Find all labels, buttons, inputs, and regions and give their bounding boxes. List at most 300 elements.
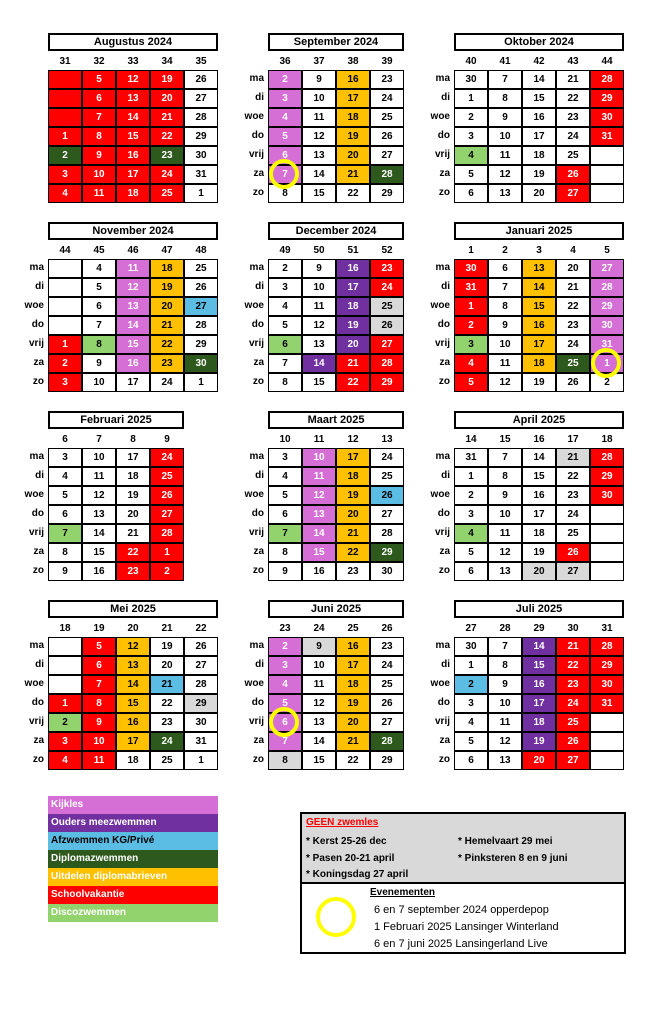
day-cell: 26	[556, 543, 590, 562]
week-number: 34	[161, 56, 173, 67]
month-title: Juni 2025	[268, 600, 404, 618]
day-cell: 1	[454, 89, 488, 108]
day-cell: 2	[454, 108, 488, 127]
day-cell: 15	[522, 297, 556, 316]
day-cell: 30	[454, 637, 488, 656]
day-cell: 23	[370, 259, 404, 278]
day-cell: 17	[522, 127, 556, 146]
day-cell: 28	[370, 524, 404, 543]
day-cell: 1	[184, 373, 218, 392]
week-number: 21	[161, 623, 173, 634]
day-label: vrij	[434, 716, 450, 727]
day-cell: 8	[268, 543, 302, 562]
week-number: 33	[127, 56, 139, 67]
day-label: ma	[249, 262, 264, 273]
day-cell: 8	[488, 656, 522, 675]
day-cell: 31	[454, 278, 488, 297]
day-cell: 19	[116, 486, 150, 505]
day-cell: 19	[150, 70, 184, 89]
week-number: 27	[465, 623, 477, 634]
day-cell: 27	[370, 146, 404, 165]
day-label: za	[253, 735, 264, 746]
day-cell: 31	[184, 165, 218, 184]
day-cell: 28	[370, 165, 404, 184]
day-label: za	[33, 357, 44, 368]
day-cell: 2	[48, 146, 82, 165]
day-cell: 16	[522, 486, 556, 505]
day-cell: 15	[522, 656, 556, 675]
day-cell: 28	[184, 108, 218, 127]
day-cell: 30	[590, 316, 624, 335]
day-cell: 23	[370, 70, 404, 89]
week-number: 44	[601, 56, 613, 67]
day-cell: 25	[370, 467, 404, 486]
day-cell: 22	[556, 467, 590, 486]
day-cell: 20	[522, 751, 556, 770]
day-cell: 3	[268, 656, 302, 675]
day-cell: 17	[336, 448, 370, 467]
week-number: 40	[465, 56, 477, 67]
day-cell: 3	[268, 89, 302, 108]
day-cell: 25	[370, 297, 404, 316]
day-cell: 13	[522, 259, 556, 278]
legend-diplomazwemmen: Diplomazwemmen	[48, 850, 218, 868]
day-label: di	[255, 470, 264, 481]
day-cell: 10	[302, 656, 336, 675]
day-cell: 28	[184, 675, 218, 694]
day-cell: 14	[522, 278, 556, 297]
week-number: 1	[468, 245, 474, 256]
day-cell: 8	[82, 127, 116, 146]
evenement-item: 6 en 7 juni 2025 Lansingerland Live	[374, 938, 548, 950]
day-label: zo	[438, 565, 450, 576]
day-cell: 14	[116, 675, 150, 694]
day-label: woe	[430, 489, 450, 500]
day-label: do	[251, 319, 264, 330]
day-cell: 5	[268, 316, 302, 335]
day-label: zo	[252, 754, 264, 765]
day-cell: 16	[82, 562, 116, 581]
day-cell: 28	[590, 637, 624, 656]
day-cell: 2	[268, 70, 302, 89]
month-grid-border	[454, 70, 624, 203]
day-cell: 29	[184, 694, 218, 713]
day-label: zo	[438, 376, 450, 387]
day-cell: 15	[302, 373, 336, 392]
day-cell: 24	[556, 335, 590, 354]
day-cell: 22	[336, 184, 370, 203]
day-cell: 4	[48, 184, 82, 203]
day-cell: 10	[82, 448, 116, 467]
day-cell: 21	[556, 637, 590, 656]
day-cell: 13	[302, 713, 336, 732]
day-label: do	[251, 697, 264, 708]
day-cell: 2	[268, 637, 302, 656]
day-cell: 4	[82, 259, 116, 278]
week-number: 39	[381, 56, 393, 67]
day-cell: 10	[82, 165, 116, 184]
day-cell: 11	[488, 354, 522, 373]
day-cell: 26	[184, 278, 218, 297]
day-cell: 29	[370, 373, 404, 392]
day-cell: 1	[184, 751, 218, 770]
month-grid-border	[454, 259, 624, 392]
day-cell: 24	[150, 732, 184, 751]
day-cell: 26	[370, 694, 404, 713]
month-title: December 2024	[268, 222, 404, 240]
day-cell: 1	[48, 335, 82, 354]
day-cell: 24	[370, 448, 404, 467]
day-cell: 1	[454, 656, 488, 675]
day-cell: 11	[82, 184, 116, 203]
day-cell: 5	[268, 486, 302, 505]
week-number: 26	[381, 623, 393, 634]
day-cell: 11	[302, 675, 336, 694]
day-cell: 7	[268, 524, 302, 543]
day-cell: 23	[556, 486, 590, 505]
day-label: do	[437, 697, 450, 708]
day-cell: 27	[556, 184, 590, 203]
week-number: 18	[59, 623, 71, 634]
day-label: ma	[29, 640, 44, 651]
day-cell: 8	[488, 89, 522, 108]
day-cell: 1	[150, 543, 184, 562]
day-cell: 19	[336, 127, 370, 146]
day-cell: 22	[150, 127, 184, 146]
day-cell: 4	[48, 467, 82, 486]
day-cell: 18	[336, 467, 370, 486]
day-cell: 28	[150, 524, 184, 543]
day-cell: 17	[116, 448, 150, 467]
day-cell: 29	[370, 184, 404, 203]
day-label: do	[31, 508, 44, 519]
day-cell: 17	[522, 505, 556, 524]
month-title: April 2025	[454, 411, 624, 429]
day-cell: 13	[116, 297, 150, 316]
day-cell: 29	[184, 127, 218, 146]
geen-item: * Hemelvaart 29 mei	[458, 836, 553, 847]
day-cell: 21	[150, 316, 184, 335]
week-number: 42	[533, 56, 545, 67]
day-label: woe	[24, 300, 44, 311]
day-cell: 4	[454, 524, 488, 543]
day-label: za	[253, 168, 264, 179]
day-cell: 14	[522, 70, 556, 89]
day-label: vrij	[248, 338, 264, 349]
day-cell: 16	[336, 259, 370, 278]
day-label: woe	[244, 111, 264, 122]
day-cell: 12	[302, 316, 336, 335]
day-cell: 31	[590, 335, 624, 354]
day-cell: 31	[454, 448, 488, 467]
day-cell: 12	[82, 486, 116, 505]
day-cell: 9	[82, 354, 116, 373]
day-cell: 5	[454, 543, 488, 562]
day-cell: 15	[116, 694, 150, 713]
month-grid-border	[48, 448, 184, 581]
day-cell: 4	[268, 297, 302, 316]
day-cell: 5	[82, 278, 116, 297]
day-cell: 31	[590, 127, 624, 146]
day-cell: 22	[116, 543, 150, 562]
month-title: November 2024	[48, 222, 218, 240]
day-cell: 22	[556, 89, 590, 108]
day-cell: 2	[268, 259, 302, 278]
day-cell: 8	[268, 751, 302, 770]
week-number: 31	[601, 623, 613, 634]
day-cell: 22	[150, 335, 184, 354]
day-label: di	[441, 281, 450, 292]
evenement-item: 6 en 7 september 2024 opperdepop	[374, 904, 549, 916]
day-cell: 16	[302, 562, 336, 581]
week-number: 50	[313, 245, 325, 256]
week-number: 17	[567, 434, 579, 445]
month-grid-border	[268, 259, 404, 392]
week-number: 12	[347, 434, 359, 445]
day-cell: 9	[268, 562, 302, 581]
day-cell: 1	[48, 694, 82, 713]
day-cell: 25	[556, 146, 590, 165]
day-cell: 4	[268, 675, 302, 694]
day-label: vrij	[248, 149, 264, 160]
day-label: woe	[24, 489, 44, 500]
day-cell: 28	[370, 732, 404, 751]
day-cell: 21	[336, 524, 370, 543]
day-cell: 22	[336, 373, 370, 392]
day-cell: 14	[116, 316, 150, 335]
day-cell: 18	[150, 259, 184, 278]
day-cell: 30	[590, 675, 624, 694]
day-label: vrij	[248, 527, 264, 538]
day-cell: 21	[150, 108, 184, 127]
day-label: di	[255, 92, 264, 103]
day-label: do	[437, 130, 450, 141]
day-cell: 16	[522, 316, 556, 335]
month-title: Januari 2025	[454, 222, 624, 240]
day-cell: 24	[556, 505, 590, 524]
week-number: 25	[347, 623, 359, 634]
day-cell: 15	[82, 543, 116, 562]
geen-zwemles-box	[300, 812, 626, 884]
day-cell: 13	[302, 335, 336, 354]
day-label: ma	[435, 640, 450, 651]
day-cell: 30	[454, 259, 488, 278]
day-cell: 21	[336, 165, 370, 184]
month-title: Maart 2025	[268, 411, 404, 429]
day-label: woe	[244, 678, 264, 689]
day-cell: 28	[370, 354, 404, 373]
day-cell: 30	[590, 486, 624, 505]
week-number: 52	[381, 245, 393, 256]
day-cell: 1	[590, 354, 624, 373]
day-cell: 26	[150, 486, 184, 505]
week-number: 31	[59, 56, 71, 67]
day-cell: 23	[336, 562, 370, 581]
week-number: 49	[279, 245, 291, 256]
day-cell: 29	[590, 656, 624, 675]
day-cell: 25	[370, 675, 404, 694]
day-cell: 8	[82, 694, 116, 713]
day-cell: 25	[556, 713, 590, 732]
day-label: za	[439, 357, 450, 368]
day-cell: 28	[590, 70, 624, 89]
day-cell: 16	[116, 354, 150, 373]
day-label: vrij	[28, 338, 44, 349]
week-number: 9	[164, 434, 170, 445]
day-label: woe	[430, 111, 450, 122]
day-cell: 7	[82, 108, 116, 127]
day-label: ma	[29, 262, 44, 273]
month-grid-border	[454, 448, 624, 581]
day-cell: 30	[454, 70, 488, 89]
day-cell: 12	[116, 637, 150, 656]
day-label: ma	[435, 262, 450, 273]
day-label: za	[439, 546, 450, 557]
day-cell: 24	[150, 165, 184, 184]
day-cell: 14	[302, 165, 336, 184]
day-cell: 4	[48, 751, 82, 770]
day-cell: 11	[488, 146, 522, 165]
day-label: do	[437, 319, 450, 330]
day-cell: 18	[116, 467, 150, 486]
day-cell: 25	[556, 524, 590, 543]
day-cell: 27	[184, 656, 218, 675]
day-cell: 7	[268, 165, 302, 184]
day-label: do	[251, 508, 264, 519]
day-cell: 11	[302, 467, 336, 486]
day-label: zo	[252, 187, 264, 198]
day-cell: 1	[184, 184, 218, 203]
day-cell: 9	[488, 108, 522, 127]
day-cell: 24	[370, 89, 404, 108]
day-cell: 7	[82, 316, 116, 335]
geen-item: * Koningsdag 27 april	[306, 869, 409, 880]
day-cell: 12	[302, 127, 336, 146]
day-cell: 29	[370, 751, 404, 770]
day-cell: 24	[556, 694, 590, 713]
day-cell: 7	[82, 675, 116, 694]
day-cell: 16	[336, 637, 370, 656]
day-cell: 18	[522, 713, 556, 732]
day-cell: 26	[370, 127, 404, 146]
day-cell: 2	[454, 316, 488, 335]
day-cell: 4	[454, 354, 488, 373]
day-label: di	[35, 659, 44, 670]
day-cell: 17	[116, 732, 150, 751]
day-cell: 17	[522, 694, 556, 713]
legend-kijkles: Kijkles	[48, 796, 218, 814]
day-cell: 26	[184, 637, 218, 656]
day-label: zo	[32, 376, 44, 387]
day-cell: 15	[302, 184, 336, 203]
day-cell: 29	[590, 89, 624, 108]
day-label: vrij	[248, 716, 264, 727]
day-cell: 16	[116, 146, 150, 165]
day-cell: 22	[150, 694, 184, 713]
day-cell: 25	[370, 108, 404, 127]
day-cell: 11	[82, 751, 116, 770]
day-cell: 13	[488, 751, 522, 770]
day-cell: 13	[488, 562, 522, 581]
week-number: 28	[499, 623, 511, 634]
day-label: zo	[438, 754, 450, 765]
day-cell: 7	[488, 278, 522, 297]
day-cell: 21	[150, 675, 184, 694]
week-number: 15	[499, 434, 511, 445]
day-cell: 21	[116, 524, 150, 543]
day-cell: 24	[150, 448, 184, 467]
day-label: vrij	[434, 149, 450, 160]
day-cell: 5	[454, 373, 488, 392]
day-cell: 19	[150, 278, 184, 297]
day-cell: 30	[184, 713, 218, 732]
week-number: 16	[533, 434, 545, 445]
legend-schoolvakantie: Schoolvakantie	[48, 886, 218, 904]
week-number: 35	[195, 56, 207, 67]
day-cell: 27	[556, 562, 590, 581]
day-cell: 27	[370, 335, 404, 354]
week-number: 19	[93, 623, 105, 634]
day-cell: 5	[454, 732, 488, 751]
day-cell: 21	[556, 278, 590, 297]
geen-item: * Pinksteren 8 en 9 juni	[458, 853, 568, 864]
day-cell: 20	[336, 146, 370, 165]
day-cell: 16	[522, 108, 556, 127]
day-cell: 25	[150, 184, 184, 203]
day-cell: 25	[150, 751, 184, 770]
week-number: 11	[313, 434, 325, 445]
day-cell: 14	[302, 732, 336, 751]
day-cell: 28	[184, 316, 218, 335]
day-cell: 23	[116, 562, 150, 581]
week-number: 32	[93, 56, 105, 67]
day-cell: 13	[488, 184, 522, 203]
day-cell: 14	[302, 354, 336, 373]
day-cell: 29	[590, 297, 624, 316]
week-number: 36	[279, 56, 291, 67]
day-cell: 10	[488, 335, 522, 354]
day-cell: 18	[336, 675, 370, 694]
day-cell: 25	[556, 354, 590, 373]
day-cell: 12	[116, 278, 150, 297]
day-cell: 13	[82, 505, 116, 524]
month-grid-border	[48, 637, 218, 770]
day-cell: 16	[116, 713, 150, 732]
day-cell: 25	[150, 467, 184, 486]
day-cell: 6	[82, 89, 116, 108]
day-cell: 3	[48, 732, 82, 751]
day-cell: 12	[488, 543, 522, 562]
day-cell: 11	[302, 297, 336, 316]
day-cell: 24	[370, 278, 404, 297]
day-cell: 29	[370, 543, 404, 562]
week-number: 29	[533, 623, 545, 634]
day-cell: 14	[302, 524, 336, 543]
day-cell: 6	[268, 505, 302, 524]
day-cell: 3	[268, 278, 302, 297]
day-cell: 15	[522, 89, 556, 108]
day-label: za	[33, 546, 44, 557]
day-label: vrij	[28, 716, 44, 727]
day-label: di	[441, 92, 450, 103]
day-cell: 26	[184, 70, 218, 89]
day-cell: 14	[522, 637, 556, 656]
week-number: 5	[604, 245, 610, 256]
day-cell: 17	[336, 89, 370, 108]
day-cell: 19	[522, 732, 556, 751]
day-cell: 27	[556, 751, 590, 770]
day-label: za	[253, 357, 264, 368]
